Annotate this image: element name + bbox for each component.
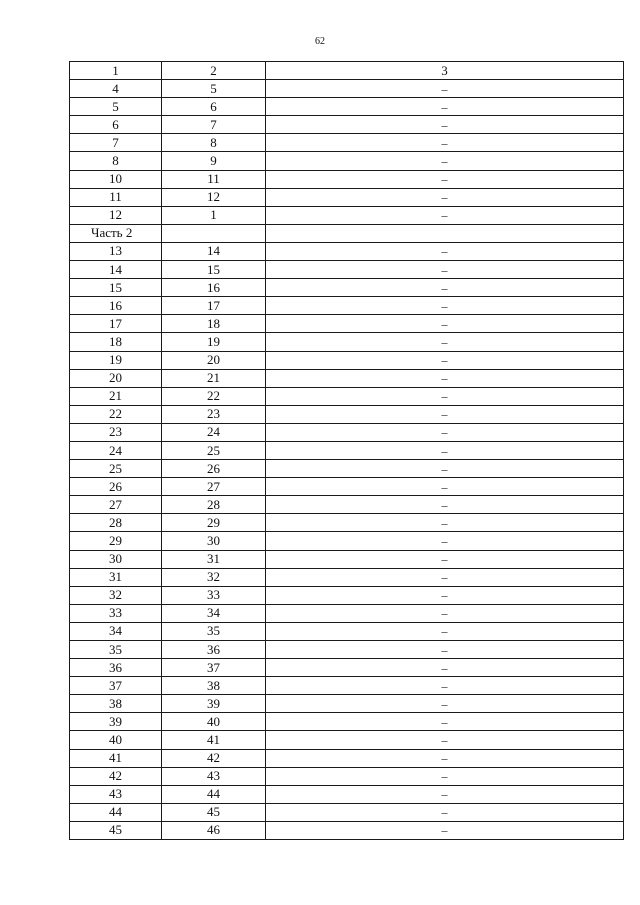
cell-col-2: 44	[162, 785, 266, 803]
cell-col-2: 20	[162, 351, 266, 369]
cell-col-2: 45	[162, 803, 266, 821]
table-row	[70, 568, 624, 586]
cell-col-2: 6	[162, 98, 266, 116]
cell-col-1: 28	[70, 514, 162, 532]
cell-col-2: 23	[162, 405, 266, 423]
cell-col-1: 23	[70, 423, 162, 441]
cell-col-2: 40	[162, 713, 266, 731]
table-row	[70, 604, 624, 622]
cell-col-3: –	[266, 749, 624, 767]
cell-col-3: –	[266, 659, 624, 677]
table-row	[70, 279, 624, 297]
cell-col-1: 27	[70, 496, 162, 514]
cell-col-2: 9	[162, 152, 266, 170]
section-row	[70, 224, 624, 242]
cell-col-2: 7	[162, 116, 266, 134]
cell-col-3: –	[266, 351, 624, 369]
cell-col-3: –	[266, 242, 624, 260]
section-label: Часть 2	[70, 224, 162, 242]
cell-col-3: –	[266, 261, 624, 279]
cell-col-3: –	[266, 279, 624, 297]
cell-col-3: –	[266, 188, 624, 206]
data-table	[69, 61, 624, 840]
table-row	[70, 152, 624, 170]
table-row	[70, 749, 624, 767]
table-row	[70, 460, 624, 478]
cell-col-2: 12	[162, 188, 266, 206]
cell-col-2: 21	[162, 369, 266, 387]
cell-col-1: 29	[70, 532, 162, 550]
cell-col-2: 11	[162, 170, 266, 188]
cell-col-3: –	[266, 423, 624, 441]
table-row	[70, 767, 624, 785]
table-row	[70, 586, 624, 604]
cell-col-3: –	[266, 514, 624, 532]
cell-col-1: 4	[70, 80, 162, 98]
table-body	[70, 62, 624, 840]
table-row	[70, 641, 624, 659]
cell-col-3: –	[266, 478, 624, 496]
cell-col-3: –	[266, 460, 624, 478]
cell-col-1: 13	[70, 242, 162, 260]
page-number: 62	[315, 36, 325, 47]
cell-col-1: 12	[70, 206, 162, 224]
table-row	[70, 496, 624, 514]
cell-col-3: –	[266, 604, 624, 622]
cell-col-1: 37	[70, 677, 162, 695]
cell-col-3: –	[266, 152, 624, 170]
table-row	[70, 387, 624, 405]
cell-col-2: 30	[162, 532, 266, 550]
cell-col-1: 18	[70, 333, 162, 351]
cell-col-1: 30	[70, 550, 162, 568]
cell-col-1: 43	[70, 785, 162, 803]
column-header-1: 1	[70, 62, 162, 80]
cell-col-1: 45	[70, 821, 162, 839]
table-row	[70, 405, 624, 423]
table-row	[70, 622, 624, 640]
table-row	[70, 731, 624, 749]
cell-col-1: 35	[70, 641, 162, 659]
cell-col-1: 20	[70, 369, 162, 387]
cell-col-3: –	[266, 170, 624, 188]
cell-col-3: –	[266, 134, 624, 152]
cell-col-2: 19	[162, 333, 266, 351]
cell-col-3: –	[266, 80, 624, 98]
table-row	[70, 785, 624, 803]
cell-col-3: –	[266, 731, 624, 749]
cell-col-1: 7	[70, 134, 162, 152]
table-row	[70, 170, 624, 188]
table-row	[70, 514, 624, 532]
table-row	[70, 242, 624, 260]
cell-col-2: 38	[162, 677, 266, 695]
cell-col-3: –	[266, 315, 624, 333]
table-row	[70, 423, 624, 441]
cell-col-2: 46	[162, 821, 266, 839]
table-row	[70, 297, 624, 315]
cell-col-3: –	[266, 695, 624, 713]
table-row	[70, 659, 624, 677]
cell-col-3: –	[266, 297, 624, 315]
cell-col-1: 36	[70, 659, 162, 677]
cell-col-2: 22	[162, 387, 266, 405]
table-row	[70, 134, 624, 152]
cell-col-2: 29	[162, 514, 266, 532]
cell-col-3: –	[266, 116, 624, 134]
cell-col-1: 32	[70, 586, 162, 604]
cell-col-3: –	[266, 98, 624, 116]
cell-col-1: 16	[70, 297, 162, 315]
table-row	[70, 261, 624, 279]
cell-col-3: –	[266, 713, 624, 731]
cell-col-2: 36	[162, 641, 266, 659]
table-header-row	[70, 62, 624, 80]
cell-col-3: –	[266, 767, 624, 785]
cell-col-2: 8	[162, 134, 266, 152]
cell-col-1: 31	[70, 568, 162, 586]
cell-col-2: 17	[162, 297, 266, 315]
cell-col-1: 6	[70, 116, 162, 134]
table-row	[70, 821, 624, 839]
table-row	[70, 206, 624, 224]
cell-col-1: 44	[70, 803, 162, 821]
cell-col-1: 24	[70, 441, 162, 459]
cell-col-1: 26	[70, 478, 162, 496]
cell-col-2: 5	[162, 80, 266, 98]
table-row	[70, 713, 624, 731]
cell-col-1: 11	[70, 188, 162, 206]
cell-col-1: 19	[70, 351, 162, 369]
table-row	[70, 315, 624, 333]
cell-col-3: –	[266, 586, 624, 604]
cell-col-3: –	[266, 677, 624, 695]
cell-col-2: 26	[162, 460, 266, 478]
cell-col-1: 42	[70, 767, 162, 785]
cell-col-3: –	[266, 496, 624, 514]
cell-col-1: 5	[70, 98, 162, 116]
cell-col-1: 14	[70, 261, 162, 279]
cell-col-2: 32	[162, 568, 266, 586]
table-row	[70, 803, 624, 821]
cell-col-1: 38	[70, 695, 162, 713]
cell-col-3: –	[266, 369, 624, 387]
cell-col-3: –	[266, 568, 624, 586]
empty-cell	[162, 224, 266, 242]
cell-col-2: 35	[162, 622, 266, 640]
cell-col-1: 33	[70, 604, 162, 622]
cell-col-1: 22	[70, 405, 162, 423]
cell-col-2: 24	[162, 423, 266, 441]
cell-col-2: 42	[162, 749, 266, 767]
cell-col-3: –	[266, 803, 624, 821]
cell-col-2: 16	[162, 279, 266, 297]
cell-col-2: 18	[162, 315, 266, 333]
cell-col-1: 17	[70, 315, 162, 333]
cell-col-1: 21	[70, 387, 162, 405]
table-row	[70, 351, 624, 369]
table-row	[70, 333, 624, 351]
table-row	[70, 441, 624, 459]
cell-col-3: –	[266, 405, 624, 423]
cell-col-3: –	[266, 785, 624, 803]
table-row	[70, 695, 624, 713]
cell-col-2: 34	[162, 604, 266, 622]
cell-col-2: 33	[162, 586, 266, 604]
column-header-3: 3	[266, 62, 624, 80]
table-row	[70, 550, 624, 568]
table-row	[70, 369, 624, 387]
table-row	[70, 478, 624, 496]
table-row	[70, 116, 624, 134]
cell-col-2: 15	[162, 261, 266, 279]
cell-col-2: 27	[162, 478, 266, 496]
cell-col-1: 40	[70, 731, 162, 749]
cell-col-2: 25	[162, 441, 266, 459]
table-row	[70, 677, 624, 695]
cell-col-2: 37	[162, 659, 266, 677]
cell-col-3: –	[266, 641, 624, 659]
cell-col-1: 15	[70, 279, 162, 297]
cell-col-3: –	[266, 441, 624, 459]
cell-col-2: 43	[162, 767, 266, 785]
cell-col-3: –	[266, 821, 624, 839]
cell-col-2: 14	[162, 242, 266, 260]
cell-col-1: 34	[70, 622, 162, 640]
table-row	[70, 532, 624, 550]
cell-col-3: –	[266, 622, 624, 640]
table-row	[70, 98, 624, 116]
table-row	[70, 188, 624, 206]
cell-col-2: 31	[162, 550, 266, 568]
cell-col-2: 39	[162, 695, 266, 713]
empty-cell	[266, 224, 624, 242]
column-header-2: 2	[162, 62, 266, 80]
table-row	[70, 80, 624, 98]
cell-col-1: 39	[70, 713, 162, 731]
cell-col-3: –	[266, 206, 624, 224]
cell-col-1: 41	[70, 749, 162, 767]
cell-col-3: –	[266, 532, 624, 550]
cell-col-1: 10	[70, 170, 162, 188]
cell-col-2: 41	[162, 731, 266, 749]
cell-col-2: 28	[162, 496, 266, 514]
cell-col-1: 8	[70, 152, 162, 170]
cell-col-2: 1	[162, 206, 266, 224]
cell-col-3: –	[266, 333, 624, 351]
cell-col-3: –	[266, 387, 624, 405]
cell-col-1: 25	[70, 460, 162, 478]
cell-col-3: –	[266, 550, 624, 568]
